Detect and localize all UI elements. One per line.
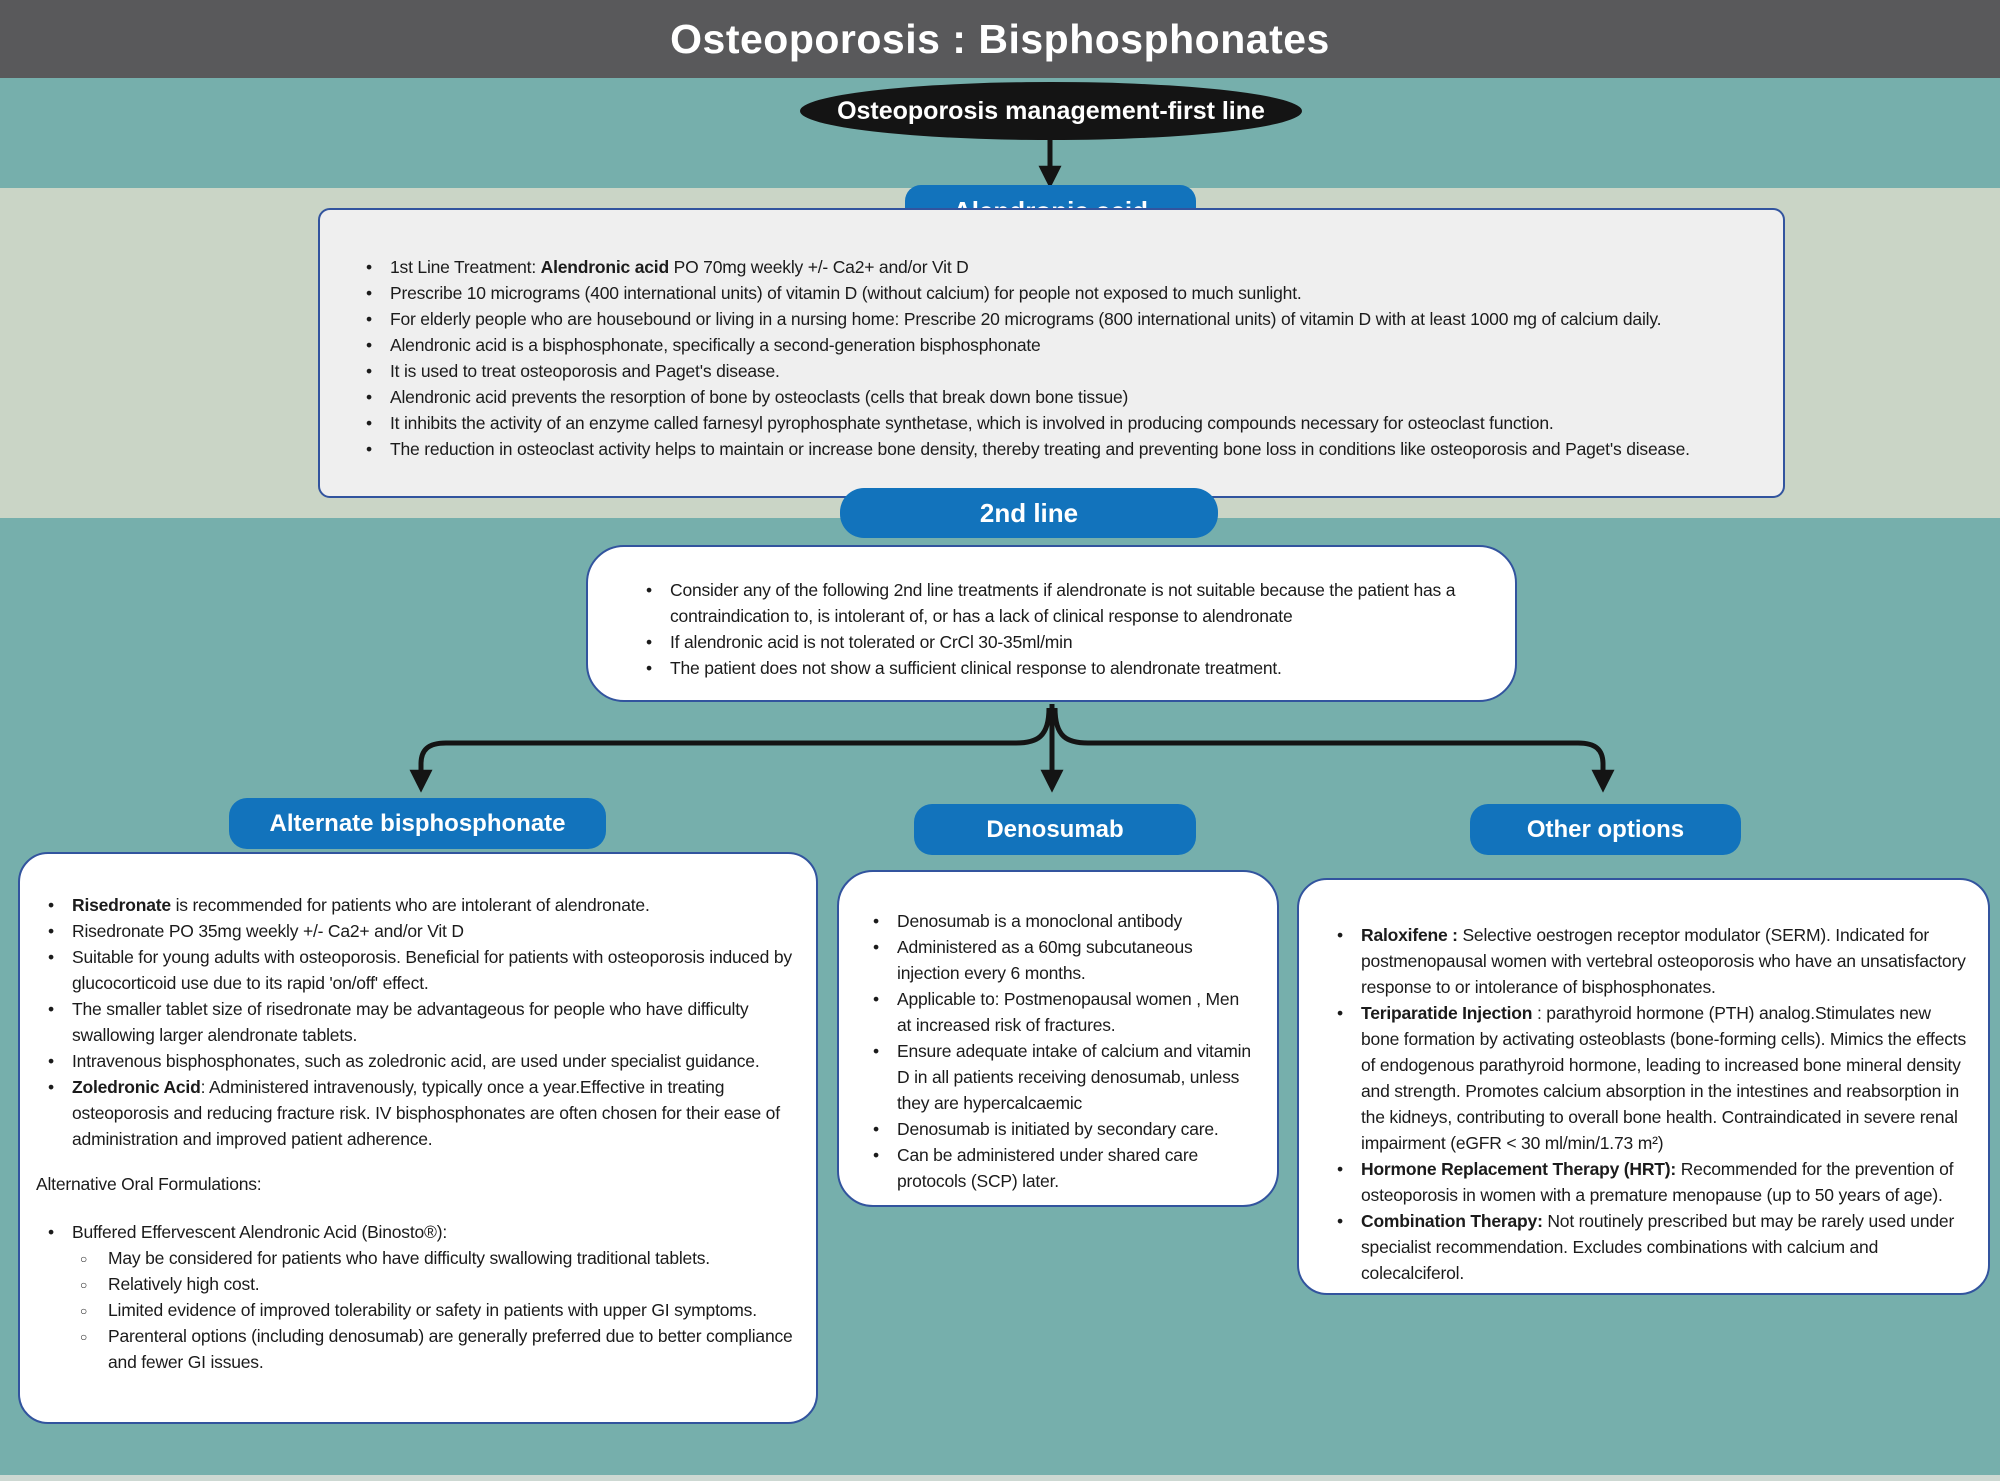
node-denosumab [914, 804, 1196, 855]
bullet-item: • If alendronic acid is not tolerated or CrCl 30-35ml/min [630, 629, 1485, 655]
bullet-item: • For elderly people who are housebound or living in a nursing home: Prescribe 20 micrograms (800 international units) of vitamin D with at least 1000 mg of calcium daily. [350, 306, 1759, 332]
bullet-item: • Zoledronic Acid: Administered intravenously, typically once a year.Effective in treating osteoporosis and reducing fracture risk. IV bisphosphonates are often chosen for their ease of administration and improved patient adherence. [32, 1074, 798, 1152]
formulations-list [32, 1219, 798, 1375]
bullet-item: • Risedronate PO 35mg weekly +/- Ca2+ and/or Vit D [32, 918, 798, 944]
bullet-item: • Can be administered under shared care protocols (SCP) later. [857, 1142, 1257, 1194]
bullet-item: • Denosumab is initiated by secondary care. [857, 1116, 1257, 1142]
sub-bullet-list [72, 1245, 798, 1375]
denosumab-box [837, 870, 1279, 1207]
second-line-box [586, 545, 1517, 702]
bullet-item: • The smaller tablet size of risedronate may be advantageous for people who have difficulty swallowing larger alendronate tablets. [32, 996, 798, 1048]
sub-bullet-item: ○ Relatively high cost. [72, 1271, 798, 1297]
bullet-item: • The patient does not show a sufficient clinical response to alendronate treatment. [630, 655, 1485, 681]
node-other-options [1470, 804, 1741, 855]
sub-bullet-item: ○ Limited evidence of improved tolerability or safety in patients with upper GI symptoms. [72, 1297, 798, 1323]
node-alternate-bisphosphonate [229, 798, 606, 849]
sub-bullet-item: ○ May be considered for patients who have difficulty swallowing traditional tablets. [72, 1245, 798, 1271]
node-other-options-label: Other options [1526, 815, 1685, 843]
bullet-item: • Prescribe 10 micrograms (400 international units) of vitamin D (without calcium) for people not exposed to much sunlight. [350, 280, 1759, 306]
bullet-item: • Denosumab is a monoclonal antibody [857, 908, 1257, 934]
sub-bullet-item: ○ Parenteral options (including denosumab) are generally preferred due to better compliance and fewer GI issues. [72, 1323, 798, 1375]
bullet-item: • Hormone Replacement Therapy (HRT): Recommended for the prevention of osteoporosis in women with a premature menopause (up to 50 years of age). [1321, 1156, 1966, 1208]
bullet-item: • It is used to treat osteoporosis and Paget's disease. [350, 358, 1759, 384]
alendronic-acid-box [318, 208, 1785, 498]
node-denosumab-label: Denosumab [986, 815, 1124, 843]
bullet-item: • Combination Therapy: Not routinely prescribed but may be rarely used under specialist recommendation. Excludes combinations with calcium and colecalciferol. [1321, 1208, 1966, 1286]
node-2nd-line [840, 488, 1218, 538]
bullet-item: • Consider any of the following 2nd line treatments if alendronate is not suitable because the patient has a contraindication to, is intolerant of, or has a lack of clinical response to alendronate [630, 577, 1485, 629]
arrow-secondline-to-other [1055, 708, 1603, 772]
bullet-item: • Suitable for young adults with osteoporosis. Beneficial for patients with osteoporosis induced by glucocorticoid use due to its rapid 'on/off' effect. [32, 944, 798, 996]
bullet-item: • Alendronic acid is a bisphosphonate, specifically a second-generation bisphosphonate [350, 332, 1759, 358]
node-root-label: Osteoporosis management-first line [837, 96, 1265, 125]
alternative-oral-formulations-heading: Alternative Oral Formulations: [36, 1174, 262, 1194]
alendronic-bullet-list [350, 254, 1759, 462]
bullet-item: • 1st Line Treatment: Alendronic acid PO 70mg weekly +/- Ca2+ and/or Vit D [350, 254, 1759, 280]
bullet-item: • The reduction in osteoclast activity helps to maintain or increase bone density, thereby treating and preventing bone loss in conditions like osteoporosis and Paget's disease. [350, 436, 1759, 462]
bullet-item: • Administered as a 60mg subcutaneous injection every 6 months. [857, 934, 1257, 986]
alternate-bullet-list [32, 892, 798, 1152]
bullet-item: • It inhibits the activity of an enzyme called farnesyl pyrophosphate synthetase, which is involved in producing compounds necessary for osteoclast function. [350, 410, 1759, 436]
node-root [800, 82, 1302, 140]
header-bar [0, 0, 2000, 78]
bullet-item: • Ensure adequate intake of calcium and vitamin D in all patients receiving denosumab, unless they are hypercalcaemic [857, 1038, 1257, 1116]
bullet-item: • Intravenous bisphosphonates, such as zoledronic acid, are used under specialist guidance. [32, 1048, 798, 1074]
node-alternate-bisphosphonate-label: Alternate bisphosphonate [269, 809, 566, 837]
bullet-item: • Teriparatide Injection : parathyroid hormone (PTH) analog.Stimulates new bone formation by activating osteoblasts (bone-forming cells). Mimics the effects of endogenous parathyroid hormone, leading to increased bone mineral density and strength. Promotes calcium absorption in the intestines and reabsorption in the kidneys, contributing to overall bone health. Contraindicated in severe renal impairment (eGFR < 30 ml/min/1.73 m²) [1321, 1000, 1966, 1156]
page-title: Osteoporosis : Bisphosphonates [670, 15, 1330, 62]
bullet-item: • Alendronic acid prevents the resorption of bone by osteoclasts (cells that break down bone tissue) [350, 384, 1759, 410]
arrow-secondline-to-alternate [421, 708, 1049, 772]
bullet-item: • Risedronate is recommended for patients who are intolerant of alendronate. [32, 892, 798, 918]
node-2nd-line-label: 2nd line [979, 497, 1079, 528]
alternate-bisphosphonate-box [18, 852, 818, 1424]
other-options-box [1297, 878, 1990, 1295]
denosumab-bullet-list [857, 908, 1257, 1194]
other-options-bullet-list [1321, 922, 1966, 1286]
second-line-bullet-list [630, 577, 1485, 681]
bullet-item: • Raloxifene : Selective oestrogen receptor modulator (SERM). Indicated for postmenopausal women with vertebral osteoporosis who have an unsatisfactory response to or intolerance of bisphosphonates. [1321, 922, 1966, 1000]
bullet-item: • Buffered Effervescent Alendronic Acid (Binosto®): ○ May be considered for patients who have difficulty swallowing traditional tablets. ○ Relatively high cost. ○ Limited evidence of improved tolerability or safety in patients with upper GI symptoms. ○ Parenteral options (including denosumab) are generally preferred due to better compliance and fewer GI issues. [32, 1219, 798, 1375]
bottom-strip [0, 1475, 2000, 1481]
bullet-item: • Applicable to: Postmenopausal women , Men at increased risk of fractures. [857, 986, 1257, 1038]
